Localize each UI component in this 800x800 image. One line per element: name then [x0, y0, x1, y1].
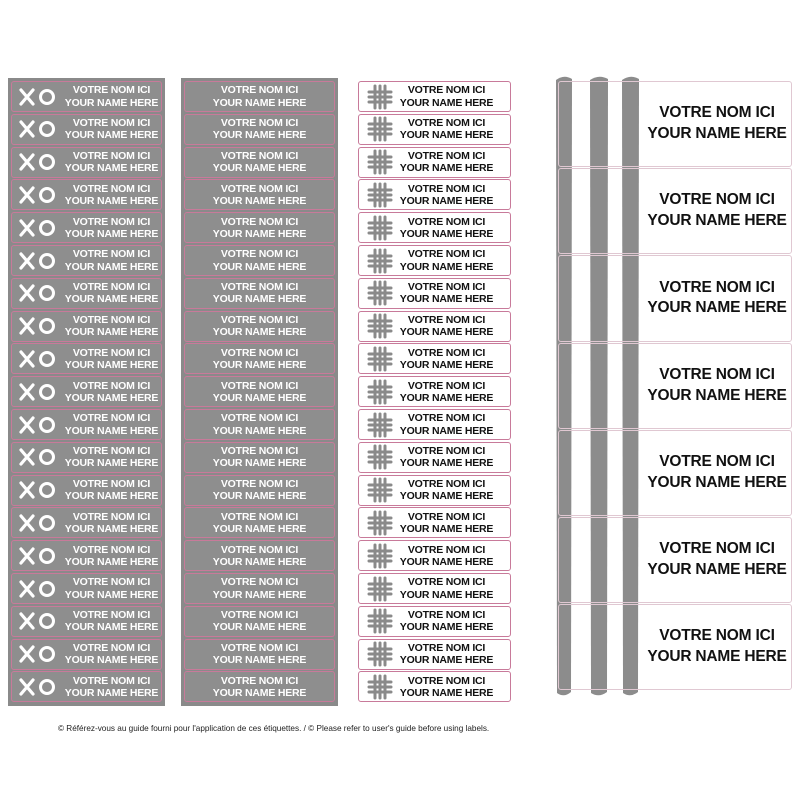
label-text	[397, 380, 496, 404]
label-line-french: VOTRE NOM ICI	[220, 150, 299, 163]
name-label	[11, 343, 162, 374]
hashtag-grid-icon	[367, 576, 397, 602]
name-label	[184, 639, 335, 670]
name-label	[184, 278, 335, 309]
hashtag-grid-icon	[367, 116, 397, 142]
name-label	[11, 114, 162, 145]
name-label	[358, 376, 511, 407]
label-line-french: VOTRE NOM ICI	[407, 248, 486, 261]
name-label	[358, 179, 511, 210]
label-line-english: YOUR NAME HERE	[212, 227, 307, 240]
label-text	[397, 347, 496, 371]
label-line-english: YOUR NAME HERE	[64, 194, 159, 207]
label-text	[213, 380, 306, 404]
label-line-french: VOTRE NOM ICI	[72, 314, 151, 327]
label-line-english: YOUR NAME HERE	[647, 561, 787, 579]
label-text	[397, 576, 496, 600]
label-text	[643, 256, 791, 340]
label-line-french: VOTRE NOM ICI	[407, 478, 486, 491]
label-line-english: YOUR NAME HERE	[64, 424, 159, 437]
label-line-english: YOUR NAME HERE	[64, 227, 159, 240]
label-line-french: VOTRE NOM ICI	[659, 365, 775, 383]
name-label-large	[558, 168, 792, 254]
label-line-french: VOTRE NOM ICI	[72, 674, 151, 687]
label-line-english: YOUR NAME HERE	[212, 96, 307, 109]
label-line-english: YOUR NAME HERE	[399, 162, 494, 175]
name-label	[184, 311, 335, 342]
label-text	[397, 445, 496, 469]
label-line-english: YOUR NAME HERE	[399, 490, 494, 503]
name-label	[11, 212, 162, 243]
label-line-french: VOTRE NOM ICI	[72, 478, 151, 491]
label-text	[213, 281, 306, 305]
name-label	[184, 540, 335, 571]
name-label	[11, 671, 162, 702]
label-text	[62, 380, 161, 404]
label-text	[62, 150, 161, 174]
name-label	[358, 343, 511, 374]
label-line-french: VOTRE NOM ICI	[407, 84, 486, 97]
name-label	[184, 147, 335, 178]
label-line-french: VOTRE NOM ICI	[407, 674, 486, 687]
hashtag-grid-icon	[367, 84, 397, 110]
name-label	[11, 442, 162, 473]
label-text	[397, 281, 496, 305]
label-line-english: YOUR NAME HERE	[399, 654, 494, 667]
hashtag-grid-icon	[367, 280, 397, 306]
label-text	[62, 117, 161, 141]
label-line-french: VOTRE NOM ICI	[220, 543, 299, 556]
label-line-english: YOUR NAME HERE	[212, 654, 307, 667]
label-text	[213, 216, 306, 240]
name-label	[11, 639, 162, 670]
label-line-french: VOTRE NOM ICI	[220, 281, 299, 294]
label-line-english: YOUR NAME HERE	[212, 358, 307, 371]
tic-tac-toe-x-o-icon	[18, 480, 62, 500]
label-line-english: YOUR NAME HERE	[399, 686, 494, 699]
label-text	[397, 216, 496, 240]
name-label	[184, 81, 335, 112]
label-line-english: YOUR NAME HERE	[647, 473, 787, 491]
label-text	[213, 544, 306, 568]
label-line-french: VOTRE NOM ICI	[407, 379, 486, 392]
label-line-french: VOTRE NOM ICI	[220, 609, 299, 622]
name-label	[11, 475, 162, 506]
label-text	[213, 511, 306, 535]
name-label-large	[558, 430, 792, 516]
name-label	[358, 671, 511, 702]
hashtag-grid-icon	[367, 182, 397, 208]
tic-tac-toe-x-o-icon	[18, 218, 62, 238]
label-line-english: YOUR NAME HERE	[64, 326, 159, 339]
usage-disclaimer: © Référez-vous au guide fourni pour l'application de ces étiquettes. / © Please refer to user's guide before using labels.	[58, 724, 490, 733]
label-line-french: VOTRE NOM ICI	[659, 540, 775, 558]
label-text	[213, 675, 306, 699]
label-text	[213, 117, 306, 141]
name-label	[184, 475, 335, 506]
tic-tac-toe-x-o-icon	[18, 677, 62, 697]
label-line-english: YOUR NAME HERE	[212, 457, 307, 470]
label-line-french: VOTRE NOM ICI	[407, 543, 486, 556]
name-label	[184, 212, 335, 243]
label-line-english: YOUR NAME HERE	[212, 522, 307, 535]
label-text	[397, 675, 496, 699]
name-label	[11, 179, 162, 210]
label-line-french: VOTRE NOM ICI	[220, 117, 299, 130]
tic-tac-toe-x-o-icon	[18, 87, 62, 107]
label-line-english: YOUR NAME HERE	[212, 129, 307, 142]
label-line-french: VOTRE NOM ICI	[72, 346, 151, 359]
name-label	[184, 671, 335, 702]
label-text	[62, 511, 161, 535]
label-line-english: YOUR NAME HERE	[399, 227, 494, 240]
label-text	[643, 431, 791, 515]
label-text	[397, 84, 496, 108]
tic-tac-toe-x-o-icon	[18, 644, 62, 664]
label-line-english: YOUR NAME HERE	[64, 391, 159, 404]
label-line-english: YOUR NAME HERE	[212, 588, 307, 601]
name-label	[358, 212, 511, 243]
label-line-english: YOUR NAME HERE	[399, 457, 494, 470]
label-line-french: VOTRE NOM ICI	[407, 281, 486, 294]
label-text	[643, 518, 791, 602]
name-label	[184, 376, 335, 407]
hashtag-grid-icon	[367, 608, 397, 634]
label-text	[62, 412, 161, 436]
label-line-french: VOTRE NOM ICI	[407, 445, 486, 458]
label-text	[213, 314, 306, 338]
label-text	[62, 281, 161, 305]
label-text	[62, 248, 161, 272]
label-line-french: VOTRE NOM ICI	[220, 510, 299, 523]
name-label	[184, 245, 335, 276]
label-line-english: YOUR NAME HERE	[399, 588, 494, 601]
label-text	[62, 314, 161, 338]
label-line-english: YOUR NAME HERE	[399, 522, 494, 535]
tic-tac-toe-x-o-icon	[18, 579, 62, 599]
label-line-french: VOTRE NOM ICI	[407, 346, 486, 359]
label-text	[397, 642, 496, 666]
label-line-french: VOTRE NOM ICI	[220, 478, 299, 491]
tic-tac-toe-x-o-icon	[18, 415, 62, 435]
label-text	[643, 605, 791, 689]
label-line-french: VOTRE NOM ICI	[72, 150, 151, 163]
label-text	[62, 445, 161, 469]
tic-tac-toe-x-o-icon	[18, 447, 62, 467]
label-line-english: YOUR NAME HERE	[212, 260, 307, 273]
label-line-english: YOUR NAME HERE	[399, 129, 494, 142]
label-text	[213, 445, 306, 469]
label-line-english: YOUR NAME HERE	[647, 212, 787, 230]
label-line-french: VOTRE NOM ICI	[407, 150, 486, 163]
label-line-english: YOUR NAME HERE	[64, 162, 159, 175]
name-label	[11, 278, 162, 309]
name-label	[11, 81, 162, 112]
hashtag-grid-icon	[367, 379, 397, 405]
label-line-french: VOTRE NOM ICI	[72, 642, 151, 655]
label-text	[213, 84, 306, 108]
label-line-french: VOTRE NOM ICI	[659, 191, 775, 209]
label-line-english: YOUR NAME HERE	[64, 588, 159, 601]
label-line-english: YOUR NAME HERE	[64, 358, 159, 371]
label-text	[397, 609, 496, 633]
label-line-french: VOTRE NOM ICI	[659, 278, 775, 296]
label-line-french: VOTRE NOM ICI	[72, 412, 151, 425]
name-label-large	[558, 343, 792, 429]
label-line-english: YOUR NAME HERE	[399, 555, 494, 568]
label-line-french: VOTRE NOM ICI	[72, 84, 151, 97]
label-line-english: YOUR NAME HERE	[64, 686, 159, 699]
label-line-english: YOUR NAME HERE	[64, 490, 159, 503]
label-line-english: YOUR NAME HERE	[212, 391, 307, 404]
tic-tac-toe-x-o-icon	[18, 119, 62, 139]
label-line-french: VOTRE NOM ICI	[407, 510, 486, 523]
label-text	[397, 117, 496, 141]
name-label	[11, 540, 162, 571]
label-text	[62, 609, 161, 633]
label-line-english: YOUR NAME HERE	[64, 621, 159, 634]
tic-tac-toe-x-o-icon	[18, 283, 62, 303]
label-text	[213, 150, 306, 174]
name-label	[184, 606, 335, 637]
label-text	[62, 576, 161, 600]
label-line-french: VOTRE NOM ICI	[659, 452, 775, 470]
label-line-french: VOTRE NOM ICI	[220, 346, 299, 359]
label-line-french: VOTRE NOM ICI	[72, 379, 151, 392]
label-text	[643, 344, 791, 428]
label-text	[62, 216, 161, 240]
label-line-french: VOTRE NOM ICI	[72, 543, 151, 556]
label-text	[643, 169, 791, 253]
name-label	[184, 573, 335, 604]
label-text	[62, 84, 161, 108]
label-line-french: VOTRE NOM ICI	[220, 182, 299, 195]
hashtag-grid-icon	[367, 543, 397, 569]
label-text	[62, 478, 161, 502]
label-line-english: YOUR NAME HERE	[64, 555, 159, 568]
label-line-english: YOUR NAME HERE	[647, 299, 787, 317]
label-line-french: VOTRE NOM ICI	[72, 445, 151, 458]
hashtag-grid-icon	[367, 215, 397, 241]
name-label	[358, 442, 511, 473]
name-label	[184, 179, 335, 210]
label-text	[397, 314, 496, 338]
label-line-french: VOTRE NOM ICI	[407, 576, 486, 589]
name-label	[11, 409, 162, 440]
label-text	[213, 642, 306, 666]
name-label	[11, 147, 162, 178]
label-line-french: VOTRE NOM ICI	[72, 609, 151, 622]
label-line-english: YOUR NAME HERE	[64, 129, 159, 142]
label-text	[213, 609, 306, 633]
label-line-english: YOUR NAME HERE	[399, 260, 494, 273]
label-line-english: YOUR NAME HERE	[64, 654, 159, 667]
hashtag-grid-icon	[367, 313, 397, 339]
label-text	[62, 347, 161, 371]
label-line-french: VOTRE NOM ICI	[407, 314, 486, 327]
label-text	[62, 642, 161, 666]
label-line-french: VOTRE NOM ICI	[72, 576, 151, 589]
label-text	[397, 183, 496, 207]
label-line-english: YOUR NAME HERE	[212, 686, 307, 699]
label-line-french: VOTRE NOM ICI	[659, 627, 775, 645]
hashtag-grid-icon	[367, 346, 397, 372]
label-line-french: VOTRE NOM ICI	[72, 248, 151, 261]
name-label	[358, 540, 511, 571]
label-line-french: VOTRE NOM ICI	[72, 281, 151, 294]
label-line-french: VOTRE NOM ICI	[659, 104, 775, 122]
hashtag-grid-icon	[367, 510, 397, 536]
name-label-large	[558, 255, 792, 341]
name-label	[11, 245, 162, 276]
label-line-french: VOTRE NOM ICI	[220, 379, 299, 392]
label-text	[397, 511, 496, 535]
label-line-english: YOUR NAME HERE	[399, 326, 494, 339]
name-label	[358, 81, 511, 112]
label-line-english: YOUR NAME HERE	[399, 293, 494, 306]
tic-tac-toe-x-o-icon	[18, 185, 62, 205]
label-line-french: VOTRE NOM ICI	[220, 215, 299, 228]
label-line-english: YOUR NAME HERE	[399, 391, 494, 404]
label-line-french: VOTRE NOM ICI	[407, 182, 486, 195]
name-label	[11, 507, 162, 538]
label-line-french: VOTRE NOM ICI	[407, 215, 486, 228]
name-label	[358, 147, 511, 178]
name-label	[184, 343, 335, 374]
name-label	[358, 114, 511, 145]
label-line-english: YOUR NAME HERE	[64, 457, 159, 470]
tic-tac-toe-x-o-icon	[18, 349, 62, 369]
name-label	[358, 409, 511, 440]
name-label-large	[558, 517, 792, 603]
label-line-english: YOUR NAME HERE	[212, 490, 307, 503]
label-text	[213, 248, 306, 272]
label-line-english: YOUR NAME HERE	[399, 621, 494, 634]
hashtag-grid-icon	[367, 674, 397, 700]
name-label	[184, 442, 335, 473]
hashtag-grid-icon	[367, 248, 397, 274]
label-line-english: YOUR NAME HERE	[212, 162, 307, 175]
name-label	[358, 606, 511, 637]
label-line-english: YOUR NAME HERE	[399, 96, 494, 109]
name-label	[358, 573, 511, 604]
label-line-french: VOTRE NOM ICI	[220, 576, 299, 589]
label-line-french: VOTRE NOM ICI	[220, 84, 299, 97]
name-label	[358, 311, 511, 342]
label-line-english: YOUR NAME HERE	[64, 522, 159, 535]
label-text	[213, 576, 306, 600]
label-text	[397, 544, 496, 568]
tic-tac-toe-x-o-icon	[18, 382, 62, 402]
label-text	[397, 412, 496, 436]
label-line-english: YOUR NAME HERE	[647, 648, 787, 666]
label-line-english: YOUR NAME HERE	[64, 96, 159, 109]
hashtag-grid-icon	[367, 412, 397, 438]
label-line-french: VOTRE NOM ICI	[220, 248, 299, 261]
label-line-french: VOTRE NOM ICI	[407, 609, 486, 622]
label-line-english: YOUR NAME HERE	[64, 260, 159, 273]
label-line-french: VOTRE NOM ICI	[220, 674, 299, 687]
label-line-english: YOUR NAME HERE	[212, 194, 307, 207]
name-label	[11, 311, 162, 342]
label-line-french: VOTRE NOM ICI	[72, 117, 151, 130]
name-label	[184, 114, 335, 145]
tic-tac-toe-x-o-icon	[18, 611, 62, 631]
label-line-english: YOUR NAME HERE	[399, 424, 494, 437]
label-text	[213, 478, 306, 502]
name-label	[358, 639, 511, 670]
tic-tac-toe-x-o-icon	[18, 152, 62, 172]
label-line-english: YOUR NAME HERE	[399, 194, 494, 207]
tic-tac-toe-x-o-icon	[18, 251, 62, 271]
hashtag-grid-icon	[367, 149, 397, 175]
label-line-french: VOTRE NOM ICI	[407, 117, 486, 130]
name-label	[11, 573, 162, 604]
label-text	[213, 412, 306, 436]
label-line-english: YOUR NAME HERE	[212, 326, 307, 339]
label-text	[62, 544, 161, 568]
label-line-french: VOTRE NOM ICI	[220, 314, 299, 327]
hashtag-grid-icon	[367, 444, 397, 470]
hashtag-grid-icon	[367, 641, 397, 667]
label-line-english: YOUR NAME HERE	[64, 293, 159, 306]
name-label	[11, 376, 162, 407]
name-label	[358, 245, 511, 276]
label-line-french: VOTRE NOM ICI	[407, 412, 486, 425]
label-line-french: VOTRE NOM ICI	[72, 510, 151, 523]
label-text	[397, 248, 496, 272]
label-line-english: YOUR NAME HERE	[212, 621, 307, 634]
label-line-english: YOUR NAME HERE	[212, 293, 307, 306]
tic-tac-toe-x-o-icon	[18, 546, 62, 566]
hashtag-grid-icon	[367, 477, 397, 503]
label-line-english: YOUR NAME HERE	[212, 424, 307, 437]
name-label	[11, 606, 162, 637]
label-text	[397, 150, 496, 174]
label-text	[643, 82, 791, 166]
name-label	[358, 278, 511, 309]
name-label	[184, 409, 335, 440]
name-label	[184, 507, 335, 538]
label-line-english: YOUR NAME HERE	[399, 358, 494, 371]
label-text	[62, 675, 161, 699]
label-line-english: YOUR NAME HERE	[647, 125, 787, 143]
tic-tac-toe-x-o-icon	[18, 316, 62, 336]
label-line-english: YOUR NAME HERE	[212, 555, 307, 568]
tic-tac-toe-x-o-icon	[18, 513, 62, 533]
label-text	[62, 183, 161, 207]
label-text	[397, 478, 496, 502]
name-label-large	[558, 604, 792, 690]
label-text	[213, 183, 306, 207]
name-label-large	[558, 81, 792, 167]
label-line-french: VOTRE NOM ICI	[407, 642, 486, 655]
label-line-french: VOTRE NOM ICI	[220, 642, 299, 655]
label-line-french: VOTRE NOM ICI	[72, 215, 151, 228]
label-line-english: YOUR NAME HERE	[647, 386, 787, 404]
name-label	[358, 475, 511, 506]
label-line-french: VOTRE NOM ICI	[220, 412, 299, 425]
name-label	[358, 507, 511, 538]
label-text	[213, 347, 306, 371]
label-line-french: VOTRE NOM ICI	[72, 182, 151, 195]
label-line-french: VOTRE NOM ICI	[220, 445, 299, 458]
